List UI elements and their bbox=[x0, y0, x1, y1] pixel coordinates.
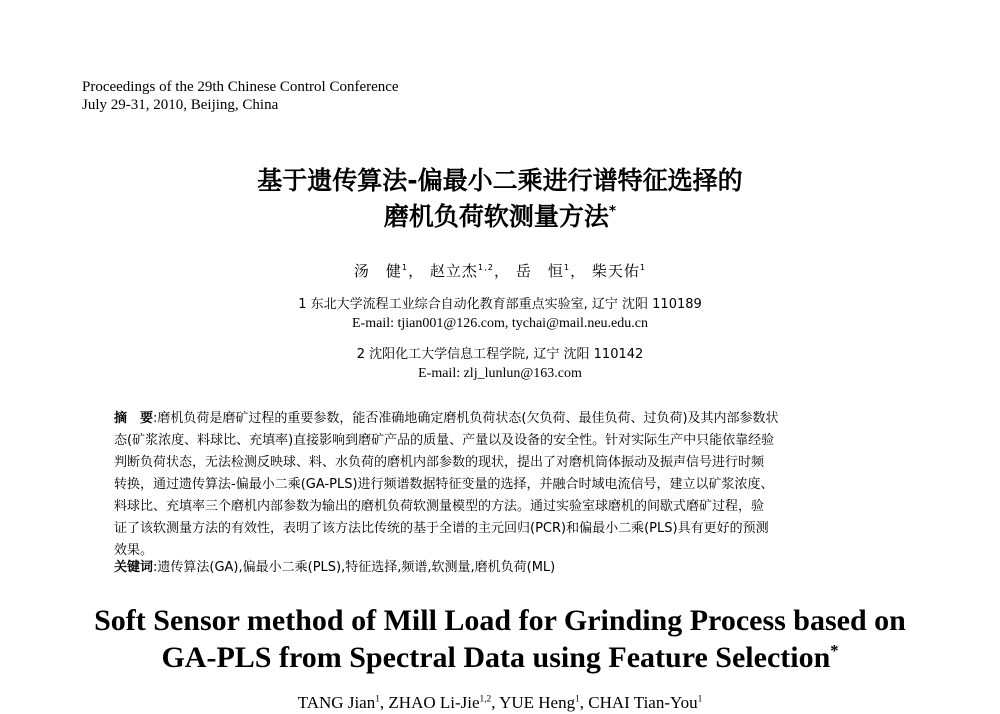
chinese-title-line2: 磨机负荷软测量方法* bbox=[383, 202, 617, 231]
conference-header bbox=[82, 78, 399, 114]
author-en: CHAI Tian-You bbox=[588, 693, 698, 712]
keywords bbox=[114, 556, 555, 575]
chinese-title-line1: 基于遗传算法-偏最小二乘进行谱特征选择的 bbox=[257, 166, 743, 195]
conference-date-location: July 29-31, 2010, Beijing, China bbox=[82, 97, 279, 113]
english-title bbox=[0, 602, 1000, 676]
keywords-text: :遗传算法(GA),偏最小二乘(PLS),特征选择,频谱,软测量,磨机负荷(ML) bbox=[153, 560, 556, 575]
keywords-label: 关键词 bbox=[114, 560, 154, 575]
author-en: YUE Heng bbox=[499, 693, 576, 712]
conference-name: Proceedings of the 29th Chinese Control Conference bbox=[82, 79, 399, 95]
author-cn: 柴天佑 bbox=[591, 262, 640, 280]
affiliation-2-address: 2 沈阳化工大学信息工程学院, 辽宁 沈阳 110142 bbox=[356, 347, 644, 362]
english-title-line1: Soft Sensor method of Mill Load for Grinding Process based on bbox=[94, 604, 906, 637]
abstract: 摘 要:磨机负荷是磨矿过程的重要参数，能否准确地确定磨机负荷状态(欠负荷、最佳负荷、过负荷)及其内部参数状 态(矿浆浓度、料球比、充填率)直接影响到磨矿产品的质量、产量以及设备的安全性。针对实际生产中只能依靠经验 判断负荷状态，无法检测反映球、料、水负荷的磨机内部参数的现状，提出了对磨机筒体振动及振声信号进行时频 转换，通过遗传算法-偏最小二乘(GA-PLS)进行频谱数据特征变量的选择，并融合时域电流信号，建立以矿浆浓度、 料球比、充填率三个磨机内部参数为输出的磨机负荷软测量模型的方法。通过实验室球磨机的间歇式磨矿过程，验 证了该软测量方法的有效性，表明了该方法比传统的基于全谱的主元回归(PCR)和偏最小二乘(PLS)具有更好的预测 效果。 bbox=[114, 411, 779, 558]
english-title-line2: GA-PLS from Spectral Data using Feature Selection* bbox=[161, 641, 839, 674]
affiliation-1-address: 1 东北大学流程工业综合自动化教育部重点实验室, 辽宁 沈阳 110189 bbox=[298, 297, 702, 312]
author-cn: 赵立杰 bbox=[429, 262, 478, 280]
affiliation-2 bbox=[0, 345, 1000, 383]
affiliation-1-email: E-mail: tjian001@126.com, tychai@mail.neu.edu.cn bbox=[352, 316, 648, 331]
title-footnote-mark: * bbox=[608, 203, 617, 220]
english-title-footnote-mark: * bbox=[830, 641, 839, 660]
author-en: ZHAO Li-Jie bbox=[388, 693, 480, 712]
abstract-label: 摘 要 bbox=[114, 411, 154, 426]
author-en: TANG Jian bbox=[297, 693, 376, 712]
author-cn: 岳 恒 bbox=[515, 262, 564, 280]
author-cn: 汤 健 bbox=[353, 262, 402, 280]
english-authors: TANG Jian$^1$, ZHAO Li-Jie$^{1,2}$, YUE Heng$^1$, CHAI Tian-You$^1$ bbox=[297, 693, 703, 712]
affiliation-1 bbox=[0, 295, 1000, 333]
chinese-title bbox=[0, 163, 1000, 235]
chinese-authors: 汤 健$^1$， 赵立杰$^{1,2}$， 岳 恒$^1$， 柴天佑$^1$ bbox=[353, 262, 647, 280]
affiliation-2-email: E-mail: zlj_lunlun@163.com bbox=[418, 366, 582, 381]
